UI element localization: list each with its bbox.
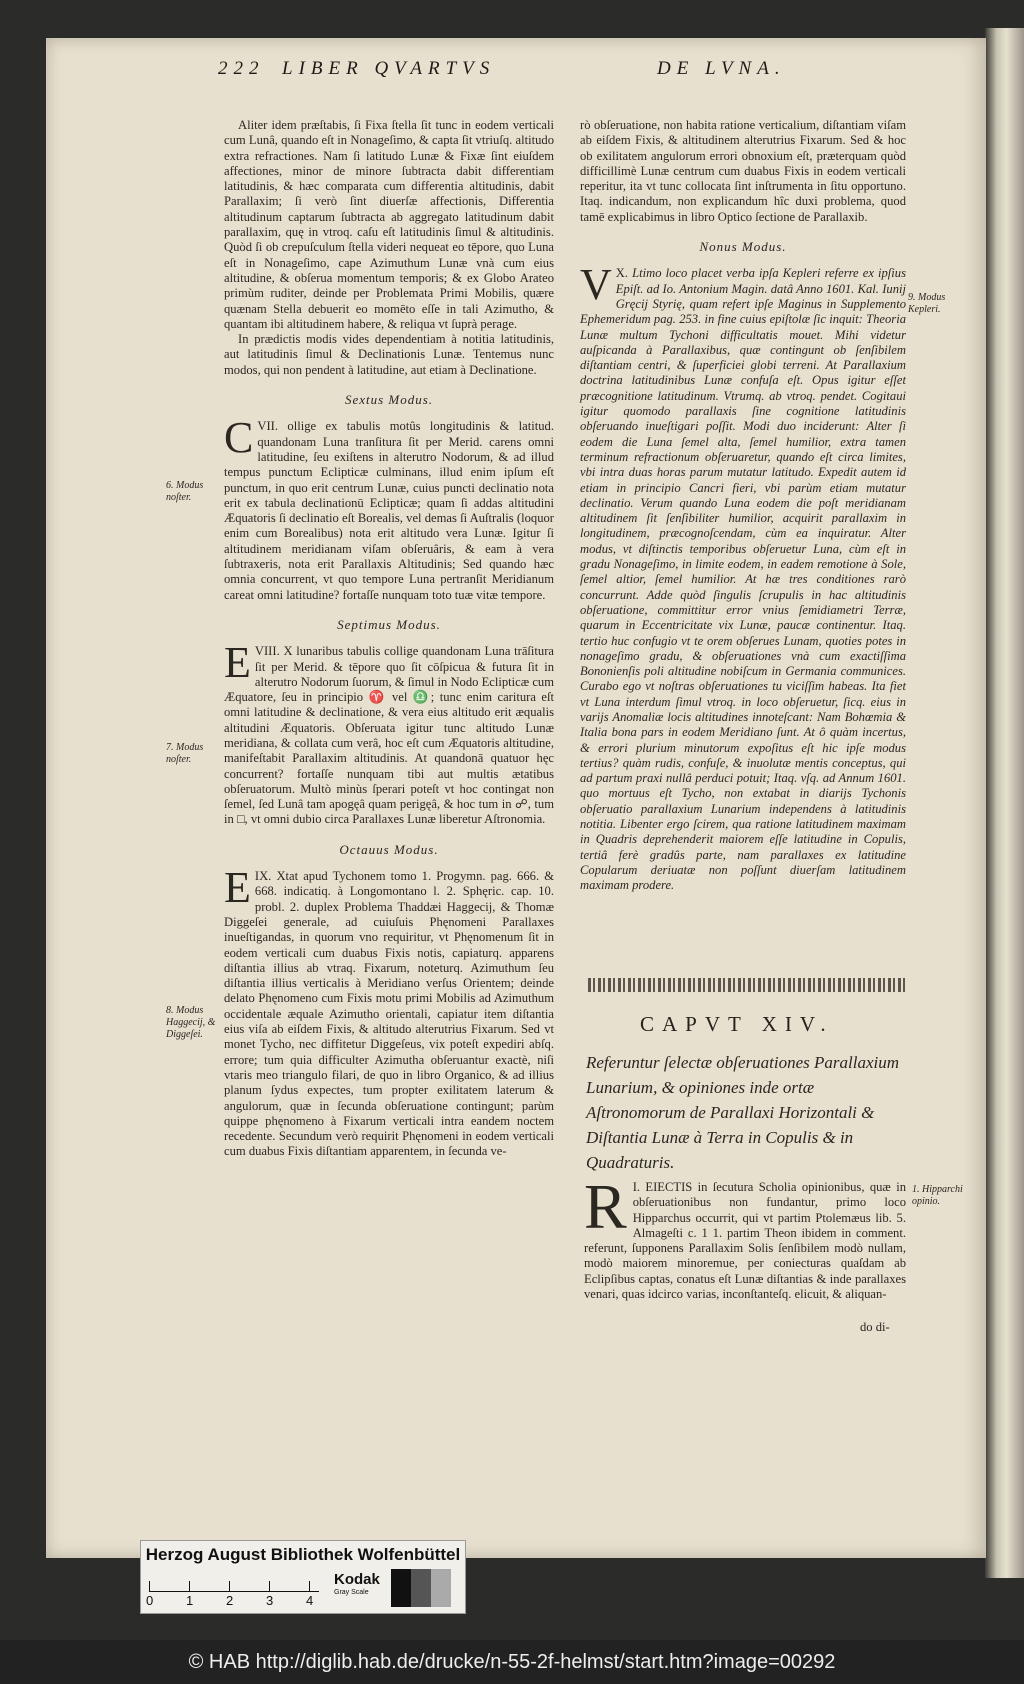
library-name: Herzog August Bibliothek Wolfenbüttel	[145, 1545, 461, 1564]
ruler-number: 0	[146, 1593, 154, 1608]
right-column-bottom	[584, 1171, 906, 1302]
ruler-tick	[229, 1581, 230, 1591]
footer-copyright: © HAB http://diglib.hab.de/drucke/n-55-2f-helmst/start.htm?image=00292	[0, 1640, 1024, 1684]
margin-note-line: Kepleri.	[908, 304, 941, 315]
gray-scale-label: Gray Scale	[334, 1589, 369, 1596]
running-head-right: DE LVNA.	[657, 58, 786, 79]
kodak-logo: Kodak	[334, 1571, 380, 1588]
swatch	[391, 1569, 411, 1607]
paragraph: Aliter idem præſtabis, ſi Fixa ſtella ſit tunc in eodem verticali cum Lunâ, quando eſt in Nonageſimo, & capta ſit vtriuſq. altitudo extra refractiones. Nam ſi latitudo Lunæ & Fixæ ſint eiuſdem affectiones, minor de minore ſubtracta dabit differentiam latitudinis, & hæc comparata cum differentia altitudinis, dabit Parallaxim; ſi verò ſint diuerſæ affectionis, Differentia altitudinum captarum ſubtracta ab aggregato latitudinum dabit parallaxim, quę in vtroq. caſu eſt latitudinis ſimul & altitudinis. Quòd ſi ob crepuſculum ſtella videri nequeat eo tēpore, quo Luna eſt in Nonageſimo, cape Azimuthum Lunæ vnà cum eius altitudine, & obſerua momentum temporis; & ex Globo Arateo primùm ruditer, deinde per Problemata Primi Mobilis, quære quænam Stella debuerit eo momēto eſſe in tali Azimutho, & quantam ibi altitudinem habere, & reliqua vt ſuprà perage.	[224, 118, 554, 331]
catchword: do di-	[860, 1320, 890, 1334]
paragraph: In prædictis modis vides dependentiam à notitia latitudinis, aut latitudinis ſimul & Declinationis Lunæ. Tentemus nunc modos, qui non pendent à latitudine, aut etiam à Declinatione.	[224, 332, 554, 377]
ruler-number: 4	[306, 1593, 314, 1608]
chapter-summary: Referuntur ſelectæ obſeruationes Parallaxium Lunarium, & opiniones inde ortæ Aſtronomorum de Parallaxi Horizontali & Diſtantia Lunæ à Terra in Copulis & in Quadraturis.	[586, 1053, 900, 1172]
chapter-title: CAPVT XIV.	[640, 1012, 834, 1036]
paragraph-number: VIII.	[254, 644, 280, 659]
book-edge	[985, 28, 1024, 1578]
paragraph-text: EIECTIS in ſecutura Scholia opinionibus, quæ in obſeruationibus non fundantur, primo loco Hipparchus occurrit, qui vt partim Ptolemæus lib. 5. Almageſti c. 1 1. partim Theon ibidem in comment. referunt, ſupponens Parallaxim Solis ſenſibilem modò nullam, modò maiorem minoremue, per coniecturas quaſdam ab Eclipſibus captas, conatus eſt Lunæ diſtantias & inde parallaxes venari, quas idcirco varias, inconſtanteſq. elicuit, & aliquan-	[584, 1180, 906, 1302]
right-column	[580, 118, 906, 894]
ruler-tick	[309, 1581, 310, 1591]
ruler-number: 1	[186, 1593, 194, 1608]
paragraph-text: ollige ex tabulis motûs longitudinis & latitud. quandonam Luna tranſitura ſit per Merid. carens omni latitudine, ſeu exiſtens in alterutro Nodorum, & ad illud tempus punctum Eclipticæ culminans, illud enim ipſum eſt punctum, in quo erit centrum Lunæ, cuius puncti declinatio nota erit ex tabula declinationū Eclipticæ; quam ſi addas altitudini Æquatoris ſi declinatio eſt Borealis, vel demas ſi Auſtralis (loquor enim cum Borealibus) nota erit altitudo vera Lunæ. Igitur ſi altitudinem meridianam viſam obſeruâris, & eam à vera ſubtraxeris, nota erit Parallaxis Altitudinis; Sed quando hæc omnia concurrent, vt quo tempore Luna pertranſit Meridianum careat omni latitudine? fortaſſe nunquam toto tuæ vitæ tempore.	[224, 419, 554, 602]
section-heading: Octauus Modus.	[339, 841, 439, 857]
ruler-tick	[149, 1581, 150, 1591]
margin-note: 8. Modus Haggecij, & Diggeſei.	[166, 1005, 216, 1040]
drop-capital: R	[584, 1171, 627, 1242]
margin-note: 7. Modus noſter.	[166, 742, 204, 765]
paragraph-text: Ltimo loco placet verba ipſa Kepleri referre ex ipſius Epiſt. ad Io. Antonium Magin. datâ Anno 1601. Kal. Iunij Gręcij Styrię, quam refert ipſe Maginus in Supplemento Ephemeridum pag. 253. in fine cuius epiſtolæ ſic inquit: Theoria Lunæ multum Tychoni difficultatis mouet. Mihi videtur auſpicanda à Parallaxibus, quæ contingunt ob ſenſibilem diſtantiam centri, & ſuperficiei globi terreni. At Parallaxium doctrina latitudinibus Lunæ confuſa eſt. Opus igitur eſſet præcognitione latitudinum. Vtrumq. ab vtroq. pendet. Cogitaui igitur quomodo parallaxis ſine cognitione latitudinis obſeruando inueſtigari poſſit. Modi duo inciderunt: Alter ſi eodem die Luna ſemel alta, ſemel humilior, extra tamen terminum refractionum obſeruaretur, quando eſt circa limites, vbi intra duas horas parum mutatur latitudo. Expedit autem id etiam in principio Cancri fieri, vbi parùm etiam mutatur declinatio. Verum quando Luna eodem die poſt meridianam altitudinem ſit ſenſibiliter humilior, acquirit parallaxim in longitudinem, præcognoſcendam, cùm ea inquiratur. Alter modus, vt diſtinctis temporibus obſeruetur Luna, cùm eſt in gradu Nonageſimo, in limite eodem, in eadem remotione à Sole, ſemel altior, ſemel humilior. At hæ tres conditiones rarò concurrunt. Adde quòd ſingulis ſcrupulis in hac altitudinis obſeruatione, committitur error vnius ſemidiametri Terræ, quarum in Eccentricitate vix Lunæ, paucæ continentur. Itaq. tertio huc confugio vt te orem obſerues Lunam, quoties potes in nonageſimo gradu, & obſeruationes vnà cum exactiſſima Bononienſis poli altitudine nobiſcum in Germania communices. Curabo ego vt noſtras obſeruationes tu viciſſim habeas. Ita fiet vt Luna interdum ſimul vtroq. in loco obſeruetur, ſicq. eius in varijs Anomaliæ locis altitudines innoteſcant: Nam Bohœmia & Italia bona pars in eodem Meridiano ſunt. At ô quàm incertus, & errori plurium minutorum expoſitus eſt hic ipſe modus tertius? quàm rudis, confuſe, & inuolutæ mentis conceptus, qui ad partum praxi nullâ perduci potuit; Itaq. vſq. ad Annum 1601. quo mortuus eſt Tycho, non extabat in diarijs Tychonis obſeruatio parallaxium Lunarium independens à latitudinis notitia. Libenter ergo ſcirem, qua ratione latitudinem maximam in Quadris deprehenderit maiorem eſſe latitudine in Copulis, tertiâ ferè gradûs parte, nam parallaxes ex latitudine Copularum deriuatæ non poſſunt diuerſam latitudinem maximam prodere.	[580, 266, 906, 893]
paragraph-10	[580, 260, 906, 893]
ornament-border	[588, 978, 906, 992]
running-head-left: LIBER QVARTVS	[282, 58, 496, 79]
paragraph-number: I.	[632, 1180, 641, 1194]
paragraph-9	[224, 863, 554, 1160]
ruler-tick	[269, 1581, 270, 1591]
section-heading: Sextus Modus.	[344, 392, 434, 408]
paragraph-8	[224, 638, 554, 828]
ruler-scale	[146, 1571, 319, 1608]
swatch	[411, 1569, 431, 1607]
drop-capital: V	[580, 260, 612, 310]
left-column	[224, 118, 554, 1160]
paragraph-number: X.	[615, 266, 629, 281]
paragraph: rò obſeruatione, non habita ratione verticalium, diſtantiam viſam ab eiſdem Fixis, & altitudinem alterutrius Fixarum. Sed & hoc ob exilitatem angulorum errori obnoxium eſt, præterquam quòd difficillimè Lunæ centrum cum duabus Fixis in eodem verticali reperitur, ita vt tunc collocata ſint inſtrumenta in ſitu opportuno. Itaq. indicandum, non explicandum hîc duxi problema, quod tamē explicabimus in libro Optico ſectione de Parallaxib.	[580, 118, 906, 224]
margin-note	[908, 292, 958, 316]
paragraph-number: VII.	[257, 419, 278, 434]
page-number: 222	[218, 58, 265, 79]
section-heading: Septimus Modus.	[337, 616, 441, 632]
paragraph-text: X lunaribus tabulis collige quandonam Luna trāſitura ſit per Merid. & tēpore quo ſit cōſpicua & futura ſit in alterutro Nodorum ſuorum, & ſimul in Nodo Eclipticæ cum Æquatore, ſeu in principio ♈ vel ♎; tunc enim caritura eſt omni latitudine & declinatione, & vera eius altitudo erit æqualis altitudini Æquatoris. Obſeruata igitur tunc altitudo Lunæ meridiana, & collata cum verâ, hoc eſt cum Æquatoris altitudine, manifeſtabit Parallaxim altitudinis. At quandonā quatuor hęc concurrent? fortaſſe nunquam tibi aut multis ætatibus obſeruatorum. Multò minùs ſperari poteſt vt hoc contingat non ſemel, ſed Lunâ tam apogęâ quam perigęâ, & hoc tum in ☍, tum in □, vt omni dubio circa Parallaxes Lunæ liberetur Aſtronomia.	[224, 644, 554, 827]
ruler-number: 3	[266, 1593, 274, 1608]
drop-capital: C	[224, 413, 254, 463]
paragraph-1	[584, 1171, 906, 1302]
paragraph-number: IX.	[254, 869, 272, 884]
drop-capital: E	[224, 863, 251, 913]
color-calibration-bar	[140, 1540, 466, 1614]
margin-note: 6. Modus noſter.	[166, 480, 204, 503]
gray-scale-swatches	[391, 1569, 451, 1607]
margin-note: 1. Hipparchi opinio.	[912, 1184, 963, 1207]
section-heading: Nonus Modus.	[699, 239, 787, 255]
ruler-number: 2	[226, 1593, 234, 1608]
margin-note-line: 9. Modus	[908, 292, 946, 303]
swatch	[431, 1569, 451, 1607]
ruler-tick	[189, 1581, 190, 1591]
paragraph-7	[224, 413, 554, 603]
paragraph-text: Xtat apud Tychonem tomo 1. Progymn. pag. 666. & 668. indicatiq. à Longomontano l. 2. Sphęric. cap. 10. probl. 2. duplex Problema Thaddæi Haggecij, & Thomæ Diggeſei generale, ad cuiuſuis Phęnomeni Parallaxes inueſtigandas, in quorum vno requiritur, vt Phęnomenum ſit in eodem verticali cum duabus Fixis notis, capiaturq. apparens diſtantia illius ab vtraq. Fixarum, noteturq. Azimuthum ſeu diſtantia illius verticalis à Meridiano verſus Orientem; deinde delato Phęnomeno cum Fixis motu primi Mobilis ad Azimuthum occidentale æquale Azimutho orientali, capiatur item diſtantia eius viſa ab eiſdem Fixis, & altitudo alterutrius Fixarum. Sed vt monet Tycho, nec diffitetur Diggeſeus, vix poteſt expediri abſq. errore; tum quia difficulter Azimutha obſeruantur exactè, niſi vtaris meo triangulo filari, de quo in libro Organico, & ad illius planum ſydus expectes, tum propter exilitatem laterum & angulorum, quæ in ſecunda obſeruatione contingunt; parùm quippe phęnomeno à Fixarum verticali intra eandem noctem recedente. Secundum verò requirit Phęnomeni in eodem verticali cum duabus Fixis diſtantiam apparentem, in ſecunda ve-	[224, 869, 554, 1159]
drop-capital: E	[224, 638, 251, 688]
